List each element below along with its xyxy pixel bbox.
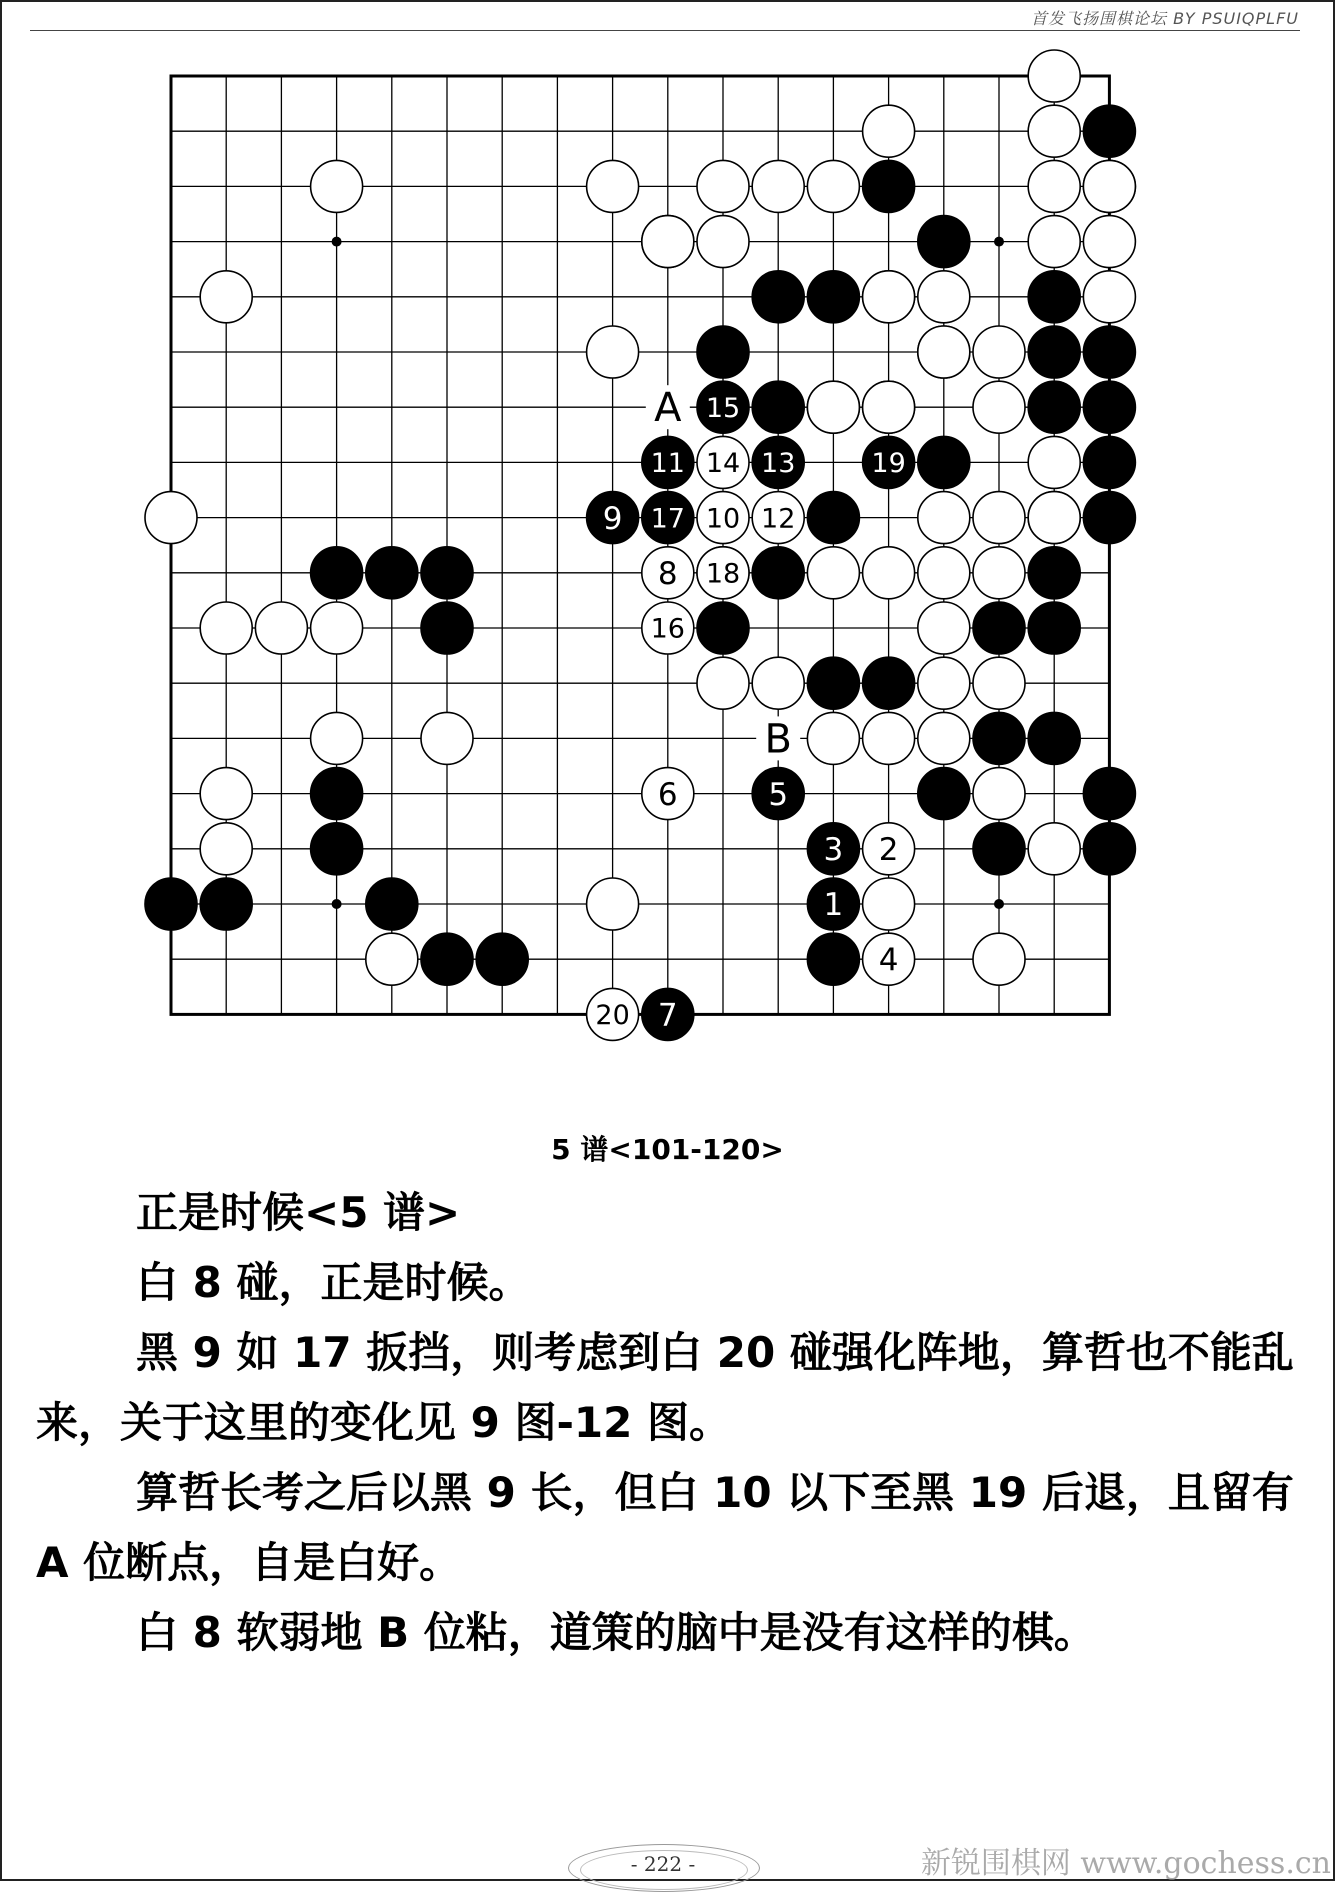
black-stone [1028, 602, 1080, 654]
move-number: 5 [768, 776, 789, 813]
white-stone [973, 933, 1025, 985]
white-stone [973, 381, 1025, 433]
white-stone [642, 216, 694, 268]
black-stone [311, 547, 363, 599]
white-stone [918, 492, 970, 544]
move-number: 3 [823, 831, 844, 868]
white-stone [918, 602, 970, 654]
black-stone [863, 160, 915, 212]
white-stone [863, 878, 915, 930]
star-point [332, 899, 342, 909]
white-stone [697, 160, 749, 212]
white-stone [366, 933, 418, 985]
white-stone [863, 547, 915, 599]
star-point [994, 237, 1004, 247]
black-stone [807, 657, 859, 709]
white-stone [1083, 271, 1135, 323]
paragraph-2: 黑 9 如 17 扳挡，则考虑到白 20 碰强化阵地，算哲也不能乱来，关于这里的变化见 9 图-12 图。 [36, 1328, 1294, 1447]
black-stone [421, 547, 473, 599]
black-stone [697, 326, 749, 378]
black-stone [476, 933, 528, 985]
white-stone [200, 271, 252, 323]
paragraph-4: 白 8 软弱地 B 位粘，道策的脑中是没有这样的棋。 [136, 1608, 1096, 1657]
white-stone [311, 160, 363, 212]
marker-label: B [764, 716, 792, 763]
white-stone [200, 768, 252, 820]
black-stone [807, 271, 859, 323]
white-stone [311, 712, 363, 764]
white-stone [973, 768, 1025, 820]
white-stone [1028, 216, 1080, 268]
black-stone [1028, 326, 1080, 378]
move-number: 13 [761, 448, 796, 480]
black-stone [311, 823, 363, 875]
black-stone [752, 547, 804, 599]
white-stone [697, 657, 749, 709]
watermark-text: 新锐围棋网 www.gochess.cn [920, 1846, 1331, 1881]
white-stone [311, 602, 363, 654]
white-stone [973, 547, 1025, 599]
star-point [332, 237, 342, 247]
move-number: 12 [761, 503, 796, 535]
move-number: 10 [705, 503, 741, 535]
black-stone [1083, 768, 1135, 820]
header-text: 首发飞扬围棋论坛 BY PSUIQPLFU [1031, 9, 1299, 28]
white-stone [587, 160, 639, 212]
move-number: 2 [878, 831, 899, 868]
move-number: 16 [650, 613, 685, 645]
black-stone [1083, 492, 1135, 544]
black-stone [1028, 547, 1080, 599]
black-stone [366, 878, 418, 930]
paragraph-3: 算哲长考之后以黑 9 长，但白 10 以下至黑 19 后退，且留有 A 位断点，自是白好。 [36, 1468, 1294, 1587]
black-stone [200, 878, 252, 930]
move-number: 9 [602, 500, 623, 537]
white-stone [697, 216, 749, 268]
white-stone [807, 547, 859, 599]
white-stone [1028, 823, 1080, 875]
white-stone [973, 326, 1025, 378]
white-stone [973, 657, 1025, 709]
black-stone [421, 602, 473, 654]
move-number: 15 [705, 392, 741, 424]
white-stone [255, 602, 307, 654]
paragraph-1: 白 8 碰，正是时候。 [136, 1258, 531, 1307]
white-stone [1028, 50, 1080, 102]
black-stone [1083, 326, 1135, 378]
move-number: 8 [657, 555, 678, 592]
move-number: 18 [705, 558, 741, 590]
white-stone [200, 602, 252, 654]
white-stone [807, 712, 859, 764]
move-number: 6 [657, 776, 678, 813]
black-stone [863, 657, 915, 709]
marker-label: A [654, 385, 682, 432]
move-number: 11 [650, 448, 685, 480]
star-point [994, 899, 1004, 909]
white-stone [863, 105, 915, 157]
white-stone [587, 878, 639, 930]
black-stone [1083, 823, 1135, 875]
white-stone [752, 657, 804, 709]
white-stone [863, 381, 915, 433]
black-stone [366, 547, 418, 599]
black-stone [421, 933, 473, 985]
black-stone [1028, 271, 1080, 323]
black-stone [1028, 712, 1080, 764]
white-stone [1028, 436, 1080, 488]
black-stone [807, 933, 859, 985]
diagram-caption: 5 谱<101-120> [551, 1133, 784, 1166]
white-stone [752, 160, 804, 212]
white-stone [145, 492, 197, 544]
black-stone [1083, 105, 1135, 157]
black-stone [918, 768, 970, 820]
move-number: 4 [878, 942, 899, 979]
move-number: 1 [823, 887, 844, 924]
black-stone [918, 216, 970, 268]
black-stone [807, 492, 859, 544]
black-stone [973, 712, 1025, 764]
white-stone [587, 326, 639, 378]
white-stone [1028, 160, 1080, 212]
white-stone [1083, 216, 1135, 268]
page-number: - 222 - [630, 1852, 696, 1876]
white-stone [863, 271, 915, 323]
black-stone [973, 823, 1025, 875]
black-stone [1083, 381, 1135, 433]
commentary-text [36, 1178, 1306, 1668]
white-stone [200, 823, 252, 875]
white-stone [1028, 492, 1080, 544]
black-stone [752, 271, 804, 323]
white-stone [1028, 105, 1080, 157]
white-stone [973, 492, 1025, 544]
section-title: 正是时候<5 谱> [136, 1188, 461, 1237]
black-stone [311, 768, 363, 820]
white-stone [918, 712, 970, 764]
move-number: 19 [871, 448, 906, 480]
white-stone [421, 712, 473, 764]
white-stone [1083, 160, 1135, 212]
black-stone [1028, 381, 1080, 433]
white-stone [863, 712, 915, 764]
black-stone [973, 602, 1025, 654]
move-number: 7 [657, 997, 678, 1034]
black-stone [145, 878, 197, 930]
move-number: 14 [705, 448, 741, 480]
black-stone [752, 381, 804, 433]
white-stone [918, 271, 970, 323]
black-stone [918, 436, 970, 488]
white-stone [918, 326, 970, 378]
white-stone [918, 657, 970, 709]
black-stone [1083, 436, 1135, 488]
board-border [171, 76, 1109, 1014]
black-stone [697, 602, 749, 654]
white-stone [807, 160, 859, 212]
move-number: 20 [595, 1000, 630, 1032]
white-stone [807, 381, 859, 433]
move-number: 17 [650, 503, 685, 535]
white-stone [918, 547, 970, 599]
